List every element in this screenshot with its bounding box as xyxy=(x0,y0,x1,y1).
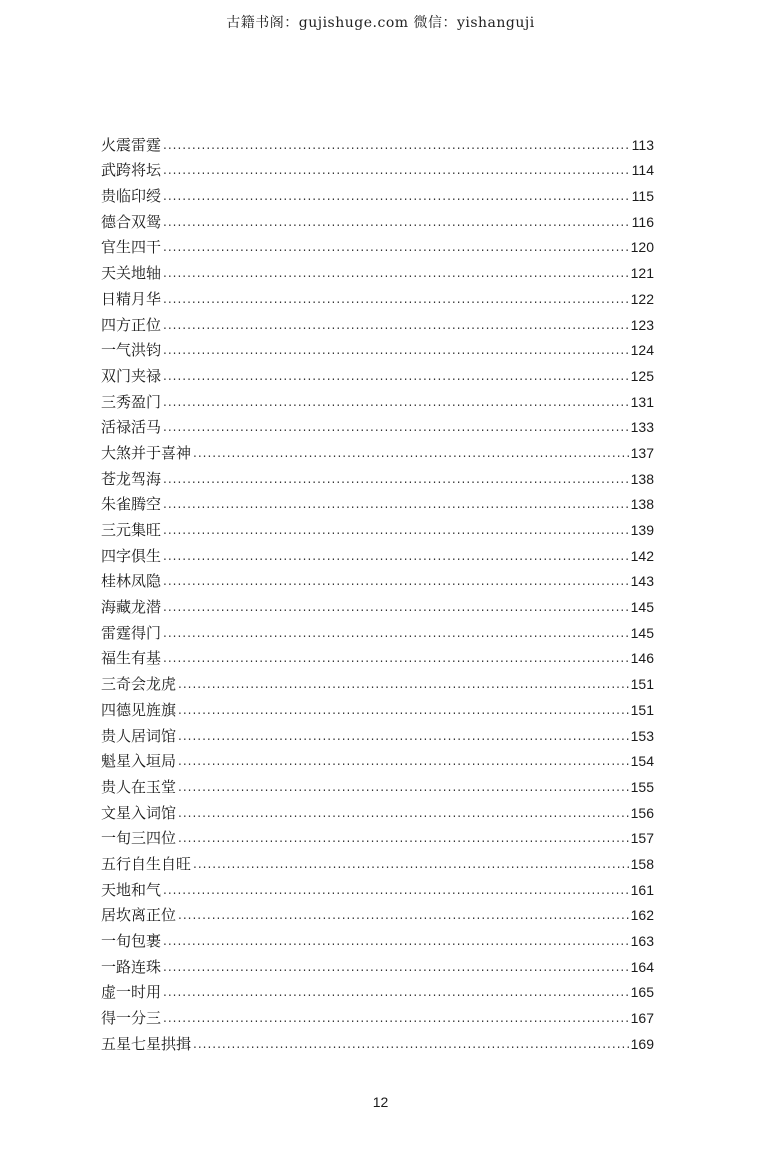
toc-entry-title: 四字俱生 xyxy=(101,546,162,565)
toc-entry xyxy=(101,823,654,849)
toc-entry xyxy=(101,232,654,258)
toc-entry-title: 德合双鸳 xyxy=(101,212,162,231)
toc-entry-page: 151 xyxy=(630,701,654,718)
toc-entry-title: 海藏龙潜 xyxy=(101,598,162,617)
toc-entry xyxy=(101,694,654,720)
toc-entry xyxy=(101,746,654,772)
toc-entry-title: 得一分三 xyxy=(101,1009,162,1028)
toc-entry-page: 115 xyxy=(631,188,654,205)
toc-leader-dots xyxy=(163,959,629,975)
toc-entry-title: 四德见旌旗 xyxy=(101,700,177,719)
toc-entry-title: 一路连珠 xyxy=(101,957,162,976)
toc-entry xyxy=(101,129,654,155)
toc-entry xyxy=(101,386,654,412)
toc-entry xyxy=(101,335,654,361)
toc-entry xyxy=(101,360,654,386)
toc-entry xyxy=(101,1028,654,1054)
toc-entry-page: 169 xyxy=(630,1035,654,1052)
toc-entry-page: 125 xyxy=(630,367,654,384)
toc-entry-page: 154 xyxy=(630,753,654,770)
toc-entry-page: 153 xyxy=(630,727,654,744)
toc-entry-title: 一旬三四位 xyxy=(101,829,177,848)
toc-entry-page: 139 xyxy=(630,522,654,538)
toc-entry xyxy=(101,617,654,643)
toc-leader-dots xyxy=(178,830,629,846)
toc-leader-dots xyxy=(178,702,629,718)
toc-entry xyxy=(101,771,654,797)
toc-leader-dots xyxy=(163,625,629,641)
toc-leader-dots xyxy=(163,291,629,307)
toc-entry-page: 131 xyxy=(630,393,654,410)
toc-leader-dots xyxy=(163,214,630,230)
toc-entry-page: 120 xyxy=(630,239,654,256)
toc-entry xyxy=(101,463,654,489)
toc-leader-dots xyxy=(163,548,629,564)
toc-entry-title: 日精月华 xyxy=(101,289,162,308)
toc-entry-page: 122 xyxy=(630,290,654,307)
toc-entry-page: 113 xyxy=(631,136,654,153)
toc-entry-page: 165 xyxy=(630,984,654,1001)
toc-entry-page: 133 xyxy=(630,419,654,436)
toc-entry xyxy=(101,309,654,335)
toc-entry-page: 151 xyxy=(630,676,654,693)
toc-entry-page: 162 xyxy=(630,907,654,924)
toc-leader-dots xyxy=(193,445,629,461)
toc-entry-page: 137 xyxy=(630,444,654,461)
toc-entry xyxy=(101,797,654,823)
toc-entry-title: 文星入词馆 xyxy=(101,803,177,822)
toc-entry-title: 武跨将坛 xyxy=(101,161,162,180)
toc-entry-title: 官生四干 xyxy=(101,238,162,257)
toc-entry-title: 活禄活马 xyxy=(101,418,162,437)
toc-entry xyxy=(101,925,654,951)
toc-leader-dots xyxy=(163,984,629,1000)
toc-entry-title: 五星七星拱揖 xyxy=(101,1034,192,1053)
toc-entry xyxy=(101,951,654,977)
toc-entry xyxy=(101,257,654,283)
toc-entry-title: 双门夹禄 xyxy=(101,366,162,385)
toc-leader-dots xyxy=(163,496,629,512)
toc-entry-page: 124 xyxy=(630,342,654,359)
toc-leader-dots xyxy=(178,676,629,692)
toc-entry-page: 158 xyxy=(630,855,654,872)
toc-entry-page: 145 xyxy=(630,624,654,641)
toc-leader-dots xyxy=(163,265,629,281)
toc-entry-title: 苍龙驾海 xyxy=(101,469,162,488)
toc-entry-title: 三秀盈门 xyxy=(101,392,162,411)
toc-entry-title: 魁星入垣局 xyxy=(101,752,177,771)
toc-leader-dots xyxy=(163,599,629,615)
toc-entry xyxy=(101,540,654,566)
toc-entry-title: 贵临印绶 xyxy=(101,187,162,206)
toc-entry-page: 123 xyxy=(630,316,654,333)
toc-entry-title: 桂林凤隐 xyxy=(101,572,162,591)
toc-entry xyxy=(101,155,654,181)
toc-entry-page: 164 xyxy=(630,958,654,975)
toc-entry-title: 天关地轴 xyxy=(101,264,162,283)
toc-leader-dots xyxy=(178,753,629,769)
toc-entry-page: 138 xyxy=(630,470,654,487)
toc-entry-title: 雷霆得门 xyxy=(101,623,162,642)
toc-leader-dots xyxy=(163,933,629,949)
toc-entry xyxy=(101,668,654,694)
toc-entry-page: 142 xyxy=(630,547,654,564)
toc-entry xyxy=(101,643,654,669)
toc-leader-dots xyxy=(163,650,629,666)
toc-entry-title: 朱雀腾空 xyxy=(101,495,162,514)
toc-entry xyxy=(101,1002,654,1028)
toc-entry-page: 157 xyxy=(630,830,654,847)
toc-entry-page: 121 xyxy=(630,265,654,282)
toc-entry-page: 163 xyxy=(630,933,654,949)
page-header: 古籍书阁：gujishuge.com 微信：yishanguji xyxy=(226,15,535,31)
toc-entry xyxy=(101,977,654,1003)
toc-leader-dots xyxy=(193,1036,629,1052)
toc-entry-page: 145 xyxy=(630,599,654,616)
toc-entry-page: 143 xyxy=(630,573,654,590)
toc-entry-title: 大煞并于喜神 xyxy=(101,443,192,462)
toc-entry-title: 三奇会龙虎 xyxy=(101,675,177,694)
toc-entry xyxy=(101,720,654,746)
toc-entry-page: 155 xyxy=(630,778,654,795)
toc-entry xyxy=(101,412,654,438)
toc-entry xyxy=(101,489,654,515)
toc-entry xyxy=(101,591,654,617)
toc-leader-dots xyxy=(193,856,629,872)
toc-entry-title: 贵人居词馆 xyxy=(101,726,177,745)
table-of-contents xyxy=(101,129,654,1054)
page-number: 12 xyxy=(372,1094,389,1110)
toc-leader-dots xyxy=(178,728,629,744)
toc-entry xyxy=(101,848,654,874)
toc-entry-title: 三元集旺 xyxy=(101,521,162,539)
toc-entry-title: 火震雷霆 xyxy=(101,135,162,154)
toc-leader-dots xyxy=(163,137,630,153)
toc-entry xyxy=(101,900,654,926)
toc-leader-dots xyxy=(163,522,629,538)
toc-entry-page: 156 xyxy=(630,804,654,821)
toc-entry xyxy=(101,437,654,463)
toc-entry-page: 116 xyxy=(631,213,654,230)
toc-entry-title: 五行自生自旺 xyxy=(101,854,192,873)
toc-entry xyxy=(101,874,654,900)
toc-leader-dots xyxy=(178,907,629,923)
toc-entry xyxy=(101,566,654,592)
toc-leader-dots xyxy=(163,471,629,487)
toc-entry-title: 天地和气 xyxy=(101,880,162,899)
toc-leader-dots xyxy=(163,342,629,358)
toc-entry-page: 114 xyxy=(631,162,654,179)
toc-entry-title: 一气洪钧 xyxy=(101,341,162,360)
toc-entry xyxy=(101,206,654,232)
toc-entry-title: 居坎离正位 xyxy=(101,906,177,925)
toc-entry-page: 146 xyxy=(630,650,654,667)
toc-leader-dots xyxy=(163,368,629,384)
toc-entry-page: 161 xyxy=(630,881,654,898)
toc-leader-dots xyxy=(163,188,630,204)
toc-leader-dots xyxy=(163,573,629,589)
toc-leader-dots xyxy=(178,779,629,795)
toc-entry-page: 138 xyxy=(630,496,654,513)
toc-leader-dots xyxy=(163,239,629,255)
toc-leader-dots xyxy=(178,805,629,821)
toc-entry xyxy=(101,180,654,206)
toc-leader-dots xyxy=(163,394,629,410)
toc-leader-dots xyxy=(163,317,629,333)
toc-entry-title: 四方正位 xyxy=(101,315,162,334)
toc-entry xyxy=(101,514,654,540)
toc-entry-page: 167 xyxy=(630,1010,654,1027)
toc-entry xyxy=(101,283,654,309)
toc-entry-title: 虚一时用 xyxy=(101,983,162,1002)
toc-leader-dots xyxy=(163,162,630,178)
toc-entry-title: 福生有基 xyxy=(101,649,162,668)
toc-entry-title: 一旬包裹 xyxy=(101,932,162,950)
toc-entry-title: 贵人在玉堂 xyxy=(101,777,177,796)
toc-leader-dots xyxy=(163,419,629,435)
toc-leader-dots xyxy=(163,1010,629,1026)
toc-leader-dots xyxy=(163,882,629,898)
